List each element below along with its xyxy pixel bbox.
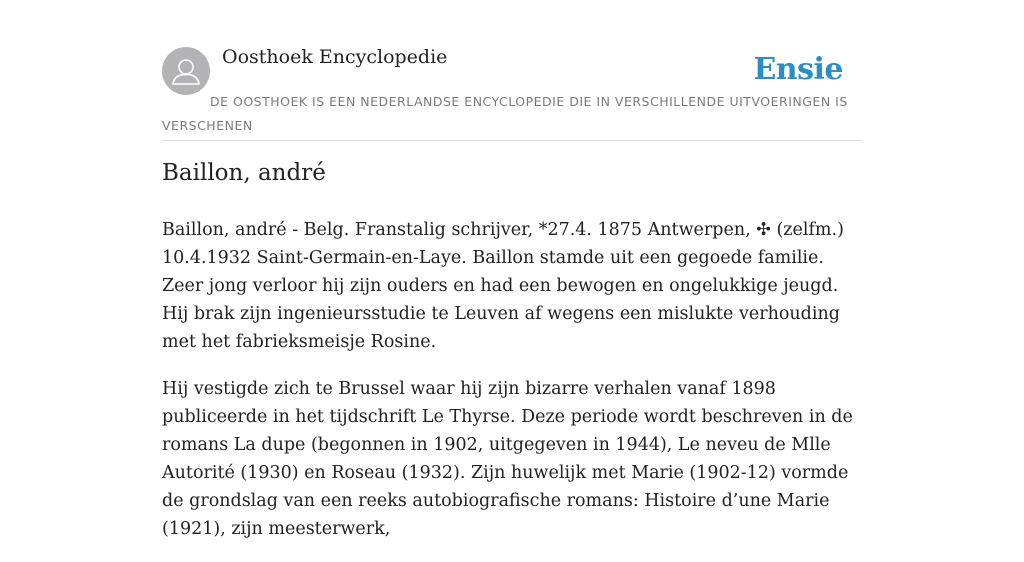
ensie-logo-link[interactable]: Ensie bbox=[753, 52, 843, 87]
site-name-link[interactable]: Oosthoek Encyclopedie bbox=[222, 46, 448, 68]
site-header bbox=[162, 0, 862, 141]
article-paragraph: Hij vestigde zich te Brussel waar hij zijn bizarre verhalen vanaf 1898 publiceerde in het tijdschrift Le Thyrse. Deze periode wordt beschreven in de romans La dupe (begonnen in 1902, uitgegeven in 1944), Le neveu de Mlle Autorité (1930) en Roseau (1932). Zijn huwelijk met Marie (1902-12) vormde de grondslag van een reeks autobiografische romans: Histoire d’une Marie (1921), zijn meesterwerk, bbox=[162, 379, 853, 539]
person-outline-icon bbox=[162, 47, 210, 95]
user-avatar-icon[interactable] bbox=[162, 47, 210, 95]
article-title: Baillon, andré bbox=[162, 160, 326, 186]
article-paragraph: Baillon, andré - Belg. Franstalig schrijver, *27.4. 1875 Antwerpen, ✣ (zelfm.) 10.4.1932 Saint-Germain-en-Laye. Baillon stamde uit een gegoede familie. Zeer jong verloor hij zijn ouders en had een bewogen en ongelukkige jeugd. Hij brak zijn ingenieursstudie te Leuven af wegens een mislukte verhouding met het fabrieksmeisje Rosine. bbox=[162, 220, 844, 352]
article-body bbox=[162, 216, 862, 562]
site-tagline: DE OOSTHOEK IS EEN NEDERLANDSE ENCYCLOPEDIE DIE IN VERSCHILLENDE UITVOERINGEN IS VERSCHENEN bbox=[162, 94, 848, 133]
page bbox=[162, 0, 862, 539]
